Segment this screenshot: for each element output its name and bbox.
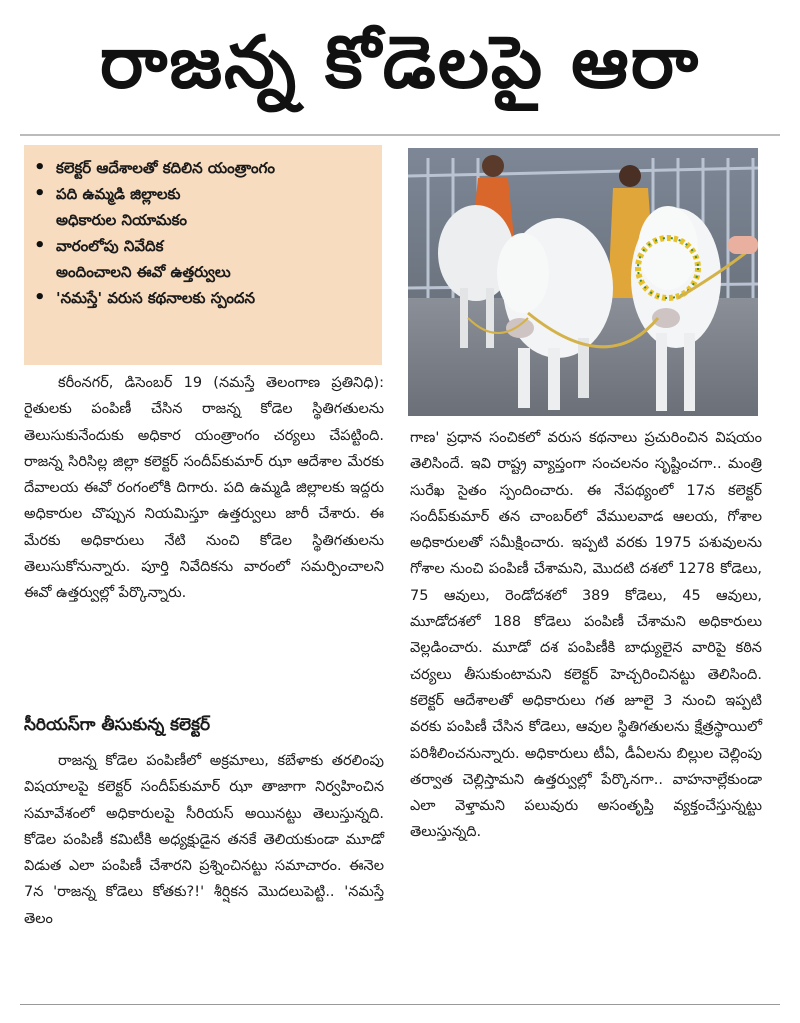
divider bbox=[20, 134, 780, 136]
highlight-item: • వారంలోపు నివేదిక bbox=[34, 233, 372, 259]
highlight-item: • పది ఉమ్మడి జిల్లాలకు bbox=[34, 181, 372, 207]
bullet-icon: • bbox=[34, 183, 46, 204]
article-paragraph: రాజన్న కోడెల పంపిణీలో అక్రమాలు, కబేళాకు తరలింపు విషయాలపై కలెక్టర్ సందీప్‌కుమార్ ఝా తాజాగా నిర్వహించిన సమావేశంలో అధికారులపై సీరియస్ అయినట్టు తెలుస్తున్నది. కోడెల పంపిణీ కమిటీకి అధ్యక్షుడైన తనకే తెలియకుండా మూడో విడుత ఎలా పంపిణీ చేశారని ప్రశ్నించినట్టు సమాచారం. ఈనెల 7న 'రాజన్న కోడెలు కోతకు?!' శీర్షికన మొదలుపెట్టి.. 'నమస్తే తెలం bbox=[24, 753, 384, 927]
highlight-item-continued: అధికారుల నియామకం bbox=[56, 211, 188, 229]
highlight-item-continued: అందించాలని ఈవో ఉత్తర్వులు bbox=[56, 263, 231, 281]
article-paragraph: కరీంనగర్, డిసెంబర్ 19 (నమస్తే తెలంగాణ ప్రతినిధి): రైతులకు పంపిణీ చేసిన రాజన్న కోడెల స్థితిగతులను తెలుసుకునేందుకు అధికార యంత్రాంగం చర్యలు చేపట్టింది. రాజన్న సిరిసిల్ల జిల్లా కలెక్టర్ సందీప్‌కుమార్ ఝా ఆదేశాల మేరకు దేవాలయ ఈవో రంగంలోకి దిగారు. పది ఉమ్మడి జిల్లాలకు ఇద్దరు అధికారుల చొప్పున నియమిస్తూ ఉత్తర్వులు జారీ చేశారు. ఈ మేరకు అధికారులు నేటి నుంచి కోడెల స్థితిగతులను తెలుసుకోనున్నారు. పూర్తి నివేదికను వారంలో సమర్పించాలని ఈవో ఉత్తర్వుల్లో పేర్కొన్నారు. bbox=[24, 375, 384, 602]
bullet-icon: • bbox=[34, 235, 46, 256]
article-paragraph: గాణ' ప్రధాన సంచికలో వరుస కథనాలు ప్రచురించిన విషయం తెలిసిందే. ఇవి రాష్ట్ర వ్యాప్తంగా సంచలనం సృష్టించగా.. మంత్రి సురేఖ సైతం స్పందించారు. ఈ నేపథ్యంలో 17న కలెక్టర్ సందీప్‌కుమార్ తన చాంబర్‌లో వేములవాడ ఆలయ, గోశాల అధికారులతో సమీక్షించారు. ఇప్పటి వరకు 1975 పశువులను గోశాల నుంచి పంపిణీ చేశామని, మొదటి దశలో 1278 కోడెలు, 75 ఆవులు, రెండోదశలో 389 కోడెలు, 45 ఆవులు, మూడోదశలో 188 కోడెలు పంపిణీ చేశామని అధికారులు వెల్లడించారు. మూడో దశ పంపిణీకి బాధ్యులైన వారిపై కఠిన చర్యలు తీసుకుంటామని కలెక్టర్ హెచ్చరించినట్టు తెలిసింది. కలెక్టర్ ఆదేశాలతో అధికారులు గత జూలై 3 నుంచి ఇప్పటి వరకు పంపిణీ చేసిన కోడెలు, ఆవుల స్థితిగతులను క్షేత్రస్థాయిలో పరిశీలించనున్నారు. అధికారులు టీఏ, డీఏలను బిల్లుల చెల్లింపు తర్వాత చెల్లిస్తామని ఉత్తర్వుల్లో పేర్కొనగా.. వాహనాల్లేకుండా ఎలా వెళ్తామని పలువురు అసంతృప్తి వ్యక్తంచేస్తున్నట్టు తెలుస్తున్నది. bbox=[410, 430, 762, 841]
headline: రాజన్న కోడెలపై ఆరా bbox=[99, 20, 701, 104]
highlights-box bbox=[24, 145, 382, 365]
highlight-item: • కలెక్టర్ ఆదేశాలతో కదిలిన యంత్రాంగం bbox=[34, 155, 372, 181]
highlight-item: • 'నమస్తే' వరుస కథనాలకు స్పందన bbox=[34, 285, 372, 311]
photo-illustration bbox=[408, 148, 758, 416]
temple-bulls-photo bbox=[408, 148, 758, 416]
article-subheading: సీరియస్‌గా తీసుకున్న కలెక్టర్ bbox=[24, 715, 211, 735]
bullet-icon: • bbox=[34, 157, 46, 178]
divider bbox=[20, 1004, 780, 1005]
bullet-icon: • bbox=[34, 287, 46, 308]
